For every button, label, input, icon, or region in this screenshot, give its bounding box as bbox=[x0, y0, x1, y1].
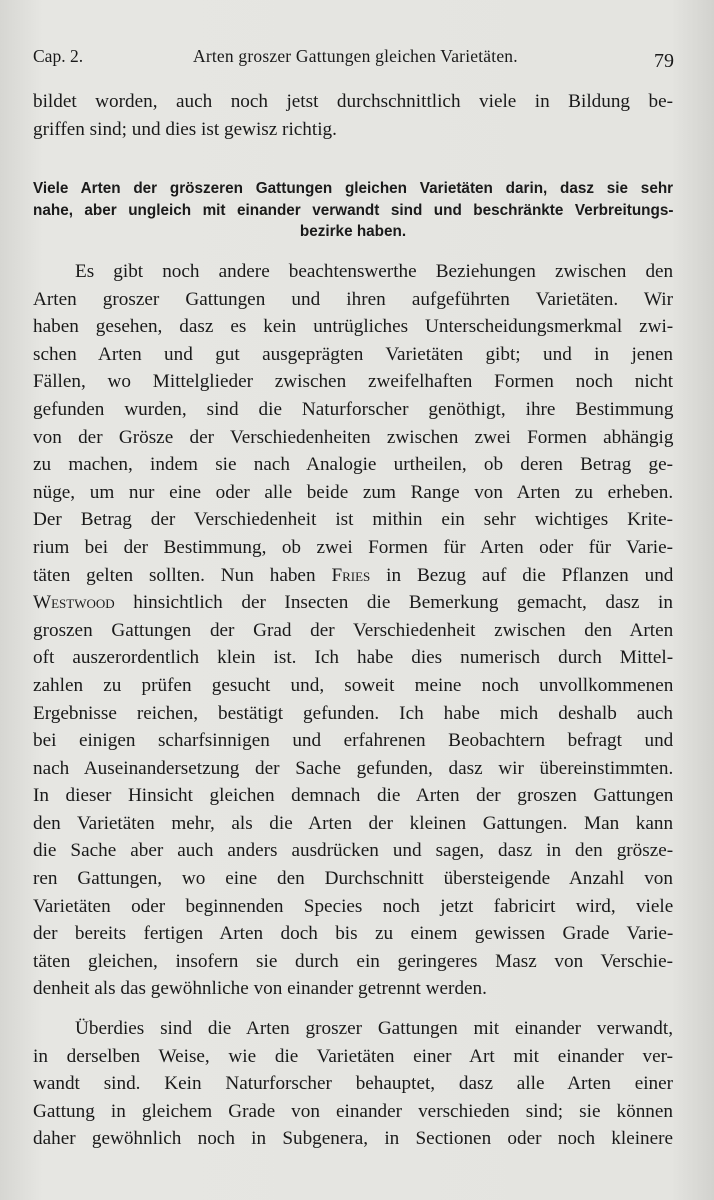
text-line: In dieser Hinsicht gleichen demnach die Arten der groszen Gattungen bbox=[33, 785, 674, 807]
text-line: der bereits fertigen Arten doch bis zu einem gewissen Grade Varie- bbox=[33, 923, 674, 945]
text-line: oft auszerordentlich klein ist. Ich habe dies numerisch durch Mittel- bbox=[33, 647, 674, 669]
continued-paragraph bbox=[33, 88, 673, 143]
text-fragment: täten gelten sollten. Nun haben bbox=[33, 564, 332, 586]
heading-line: nahe, aber ungleich mit einander verwandt sind und beschränkte Verbreitungs- bbox=[33, 201, 674, 219]
text-line: zahlen zu prüfen gesucht und, soweit meine noch unvollkommenen bbox=[33, 674, 674, 696]
text-line: griffen sind; und dies ist gewisz richtig. bbox=[33, 118, 337, 140]
text-line: gefunden wurden, sind die Naturforscher genöthigt, ihre Bestimmung bbox=[33, 398, 674, 420]
text-line: ren Gattungen, wo eine den Durchschnitt übersteigende Anzahl von bbox=[33, 868, 673, 890]
text-line: nach Auseinandersetzung der Sache gefunden, dasz wir übereinstimmten. bbox=[33, 757, 674, 779]
text-line: von der Grösze der Verschiedenheiten zwischen zwei Formen abhängig bbox=[33, 426, 674, 448]
author-name-fries: Fries bbox=[331, 564, 371, 586]
text-line: denheit als das gewöhnliche von einander getrennt werden. bbox=[33, 978, 487, 1000]
text-line: bildet worden, auch noch jetst durchschnittlich viele in Bildung be- bbox=[33, 91, 673, 112]
text-line: Ergebnisse reichen, bestätigt gefunden. Ich habe mich deshalb auch bbox=[33, 702, 673, 724]
text-line: Der Betrag der Verschiedenheit ist mithin ein sehr wichtiges Krite- bbox=[33, 509, 673, 531]
text-line-fries bbox=[33, 562, 673, 590]
text-line: schen Arten und gut ausgeprägten Varietäten gibt; und in jenen bbox=[33, 343, 673, 365]
chapter-label: Cap. 2. bbox=[33, 46, 84, 66]
text-line: zu machen, indem sie nach Analogie urtheilen, ob deren Betrag ge- bbox=[33, 454, 673, 476]
text-line: in derselben Weise, wie die Varietäten einer Art mit einander ver- bbox=[33, 1045, 673, 1067]
text-line: groszen Gattungen der Grad der Verschiedenheit zwischen den Arten bbox=[33, 619, 674, 641]
text-line: Arten groszer Gattungen und ihren aufgeführten Varietäten. Wir bbox=[33, 288, 673, 310]
text-line-westwood bbox=[33, 589, 673, 617]
running-header bbox=[33, 46, 674, 74]
running-title: Arten groszer Gattungen gleichen Varietäten. bbox=[193, 46, 518, 66]
text-line: haben gesehen, dasz es kein untrügliches Unterscheidungsmerkmal zwi- bbox=[33, 316, 674, 338]
text-line: Varietäten oder beginnenden Species noch jetzt fabricirt wird, viele bbox=[33, 895, 674, 917]
page-number: 79 bbox=[654, 50, 674, 72]
text-line: den Varietäten mehr, als die Arten der kleinen Gattungen. Man kann bbox=[33, 812, 674, 834]
text-line: wandt sind. Kein Naturforscher behauptet, dasz alle Arten einer bbox=[33, 1073, 674, 1095]
text-fragment: hinsichtlich der Insecten die Bemerkung gemacht, dasz in bbox=[114, 592, 673, 614]
paragraph-relationships bbox=[33, 1015, 673, 1153]
text-line: die Sache aber auch anders ausdrücken und sagen, dasz in den grösze- bbox=[33, 840, 674, 862]
text-line: Gattung in gleichem Grade von einander verschieden sind; sie können bbox=[33, 1100, 673, 1122]
paragraph-species-varieties bbox=[33, 258, 673, 1003]
text-line: bei einigen scharfsinnigen und erfahrenen Beobachtern befragt und bbox=[33, 730, 674, 752]
text-line: Fällen, wo Mittelglieder zwischen zweifelhaften Formen noch nicht bbox=[33, 371, 674, 393]
section-heading bbox=[33, 178, 673, 243]
text-line: nüge, um nur eine oder alle beide zum Range von Arten zu erheben. bbox=[33, 481, 674, 503]
text-line: rium bei der Bestimmung, ob zwei Formen für Arten oder für Varie- bbox=[33, 536, 673, 558]
text-line: daher gewöhnlich noch in Subgenera, in Sectionen oder noch kleinere bbox=[33, 1128, 674, 1150]
heading-line: Viele Arten der gröszeren Gattungen gleichen Varietäten darin, dasz sie sehr bbox=[33, 180, 674, 197]
text-line: täten gleichen, insofern sie durch ein geringeres Masz von Verschie- bbox=[33, 950, 673, 972]
text-fragment: in Bezug auf die Pflanzen und bbox=[370, 564, 674, 586]
author-name-westwood: Westwood bbox=[33, 592, 115, 614]
heading-line: bezirke haben. bbox=[299, 223, 407, 240]
text-line: Es gibt noch andere beachtenswerthe Beziehungen zwischen den bbox=[75, 261, 674, 282]
text-line: Überdies sind die Arten groszer Gattungen mit einander verwandt, bbox=[75, 1018, 673, 1039]
